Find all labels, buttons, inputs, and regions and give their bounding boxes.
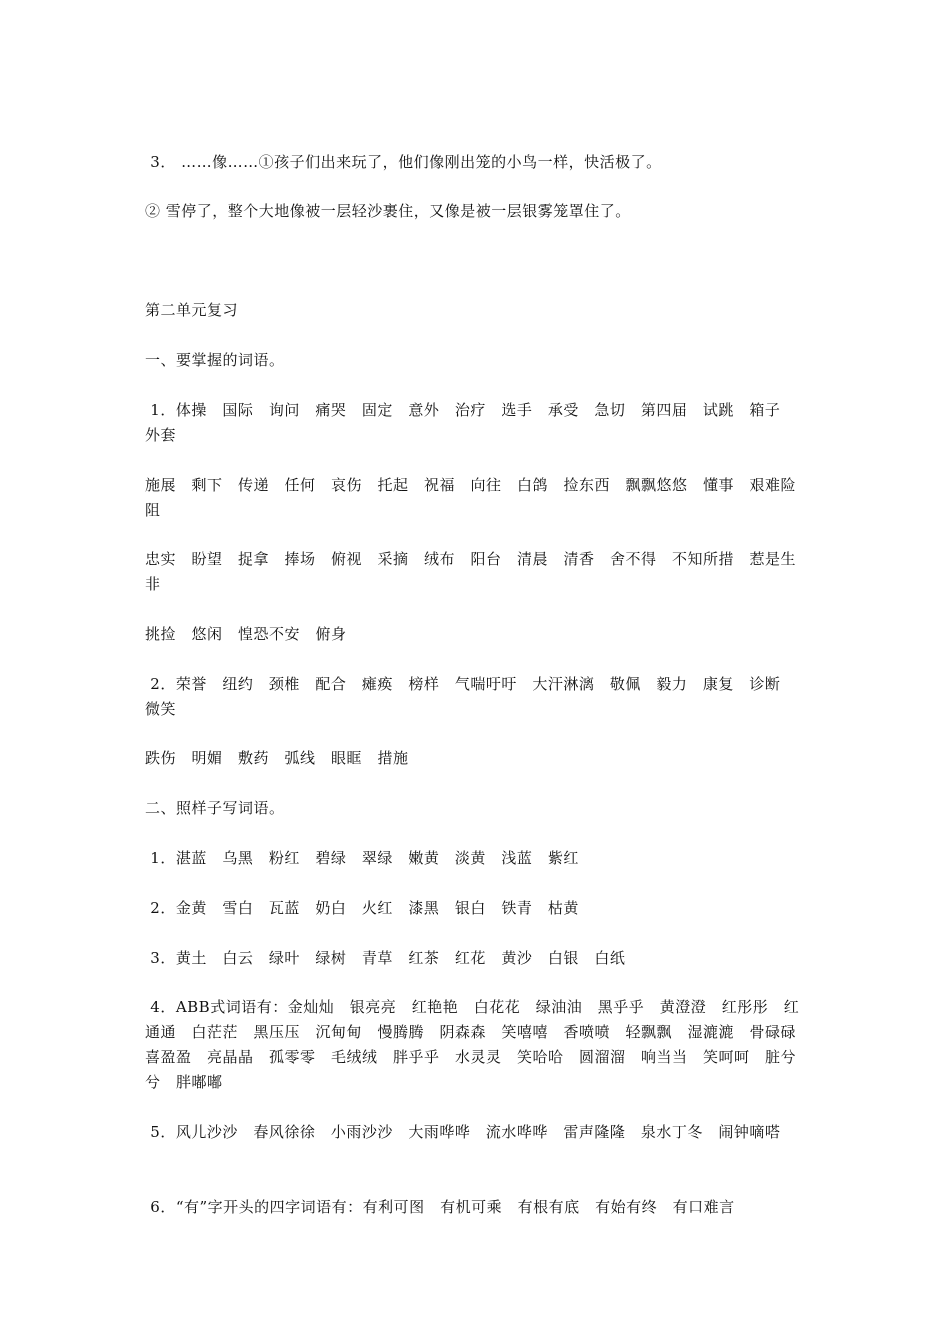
example-words-5: 5．风儿沙沙 春风徐徐 小雨沙沙 大雨哗哗 流水哗哗 雷声隆隆 泉水丁冬 闹钟嘀嗒 — [145, 1123, 781, 1141]
vocab-list-1-c: 忠实 盼望 捉拿 捧场 俯视 采摘 绒布 阳台 清晨 清香 舍不得 不知所措 惹是生非 — [145, 550, 797, 593]
heading-write-words-by-example: 二、照样子写词语。 — [145, 799, 285, 817]
vocab-list-2-b: 跌伤 明媚 敷药 弧线 眼眶 措施 — [145, 749, 409, 767]
example-sentence-3: 3． ……像……①孩子们出来玩了，他们像刚出笼的小鸟一样，快活极了。 — [145, 153, 662, 171]
example-words-4-abb: 4．ABB式词语有：金灿灿 银亮亮 红艳艳 白花花 绿油油 黑乎乎 黄澄澄 红彤彤 红通通 白茫茫 黑压压 沉甸甸 慢腾腾 阴森森 笑嘻嘻 香喷喷 轻飘飘 湿漉漉 骨碌碌 喜盈盈 亮晶晶 孤零零 毛绒绒 胖乎乎 水灵灵 笑哈哈 圆溜溜 响当当 笑呵呵 脏兮兮 胖嘟嘟 — [145, 998, 812, 1091]
example-words-2: 2．金黄 雪白 瓦蓝 奶白 火红 漆黑 银白 铁青 枯黄 — [145, 899, 579, 917]
section-title-unit-2-review: 第二单元复习 — [145, 301, 239, 319]
vocab-list-1: 1．体操 国际 询问 痛哭 固定 意外 治疗 选手 承受 急切 第四届 试跳 箱子 外套 — [145, 401, 796, 444]
example-words-3: 3．黄土 白云 绿叶 绿树 青草 红茶 红花 黄沙 白银 白纸 — [145, 949, 626, 967]
example-sentence-3-b: ② 雪停了，整个大地像被一层轻沙裹住，又像是被一层银雾笼罩住了。 — [145, 202, 631, 220]
vocab-list-1-b: 施展 剩下 传递 任何 哀伤 托起 祝福 向往 白鸽 捡东西 飘飘悠悠 懂事 艰难险阻 — [145, 476, 797, 519]
example-words-6: 6．“有”字开头的四字词语有：有利可图 有机可乘 有根有底 有始有终 有口难言 — [145, 1198, 735, 1216]
heading-vocabulary-to-master: 一、要掌握的词语。 — [145, 351, 285, 369]
vocab-list-1-d: 挑捡 悠闲 惶恐不安 俯身 — [145, 625, 347, 643]
vocab-list-2: 2．荣誉 纽约 颈椎 配合 瘫痪 榜样 气喘吁吁 大汗淋漓 敬佩 毅力 康复 诊断 微笑 — [145, 675, 796, 718]
example-words-1: 1．湛蓝 乌黑 粉红 碧绿 翠绿 嫩黄 淡黄 浅蓝 紫红 — [145, 849, 579, 867]
